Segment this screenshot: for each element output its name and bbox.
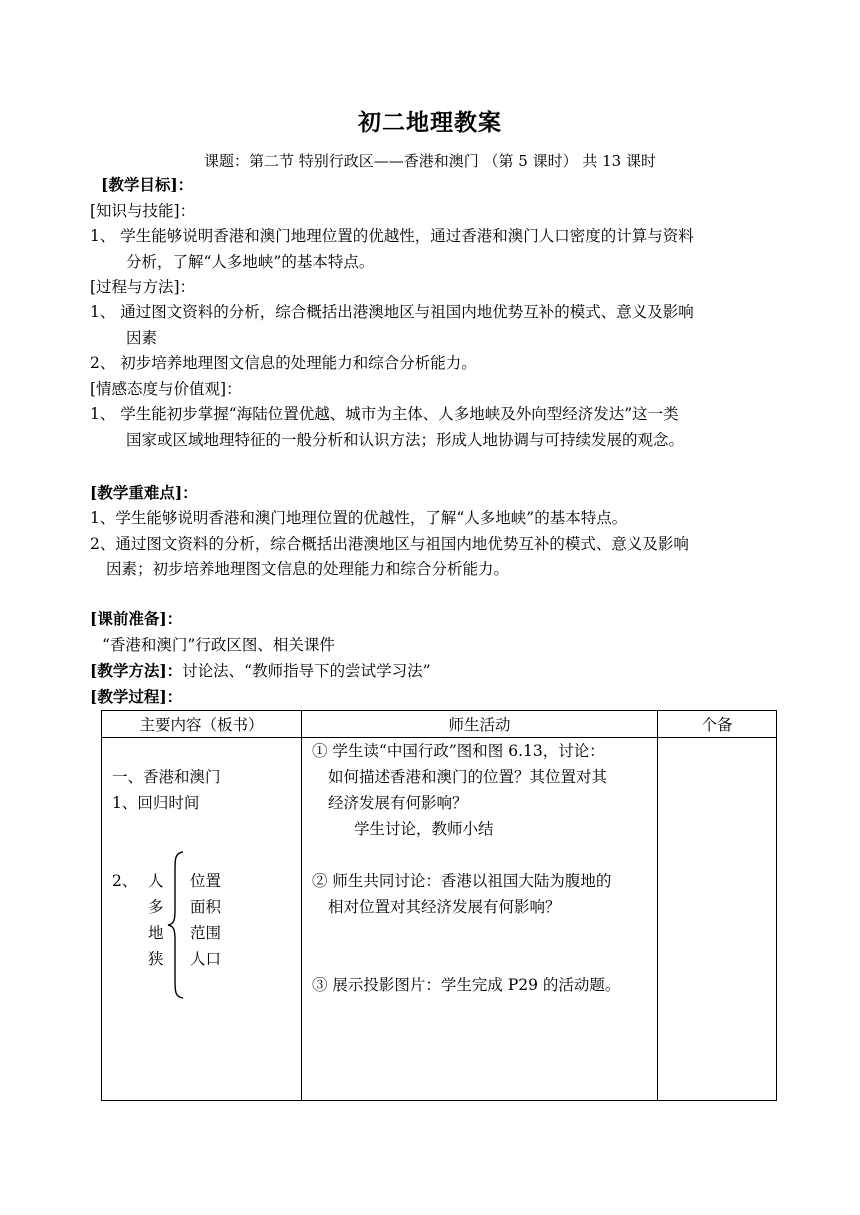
- process-item-1-cont: 因素: [126, 329, 158, 347]
- table-header-row: [102, 711, 777, 738]
- method-line: [90, 658, 431, 684]
- board-line-2: 1、回归时间: [112, 794, 200, 812]
- process-item-1: 1、 通过图文资料的分析，综合概括出港澳地区与祖国内地优势互补的模式、意义及影响: [90, 303, 694, 321]
- lesson-subtitle: 课题：第二节 特别行政区——香港和澳门 （第 5 课时） 共 13 课时: [203, 152, 656, 170]
- board-sub-item: 人口: [190, 950, 222, 968]
- activity-3-line-1: ③ 展示投影图片：学生完成 P29 的活动题。: [312, 976, 621, 994]
- column-header-activities: 师生活动: [302, 711, 658, 738]
- board-sub-item: 范围: [190, 924, 222, 942]
- emotion-item-1-cont: 国家或区域地理特征的一般分析和认识方法；形成人地协调与可持续发展的观念。: [126, 431, 685, 449]
- activity-1-line-2: 如何描述香港和澳门的位置？其位置对其: [328, 768, 608, 786]
- knowledge-item-1-cont: 分析，了解“人多地峡”的基本特点。: [126, 253, 375, 271]
- objectives-heading: [教学目标]：: [101, 175, 194, 194]
- page-title: 初二地理教案: [358, 109, 502, 136]
- preparation-heading: [课前准备]：: [90, 609, 183, 628]
- table-row: [102, 738, 777, 1101]
- method-content: 讨论法、“教师指导下的尝试学习法”: [182, 662, 431, 680]
- activity-2-line-2: 相对位置对其经济发展有何影响？: [328, 898, 561, 916]
- column-header-board: 主要内容（板书）: [102, 711, 302, 738]
- activity-1-line-3: 经济发展有何影响？: [328, 794, 468, 812]
- activities-cell: [302, 738, 658, 1101]
- vertical-char: 地: [148, 924, 164, 942]
- activity-1-line-1: ① 学生读“中国行政”图和图 6.13，讨论：: [312, 742, 605, 760]
- process-item-2: 2、 初步培养地理图文信息的处理能力和综合分析能力。: [90, 354, 477, 372]
- method-heading: [教学方法]：: [90, 661, 183, 680]
- emotion-item-1: 1、 学生能初步掌握“海陆位置优越、城市为主体、人多地峡及外向型经济发达”这一类: [90, 405, 679, 423]
- knowledge-heading: [知识与技能]：: [90, 202, 196, 220]
- emotion-heading: [情感态度与价值观]：: [90, 380, 242, 398]
- notes-cell[interactable]: [658, 738, 777, 1101]
- keypoint-item-2-cont: 因素；初步培养地理图文信息的处理能力和综合分析能力。: [106, 560, 510, 578]
- board-cell: [102, 738, 302, 1101]
- teaching-process-table: [101, 710, 777, 1101]
- curly-brace-icon: [166, 850, 186, 1000]
- vertical-char: 多: [148, 898, 164, 916]
- board-line-1: 一、香港和澳门: [112, 768, 221, 786]
- vertical-char: 狭: [148, 950, 164, 968]
- keypoints-heading: [教学重难点]：: [90, 483, 198, 502]
- activity-1-line-4: 学生讨论，教师小结: [354, 820, 494, 838]
- board-sub-item: 位置: [190, 872, 222, 890]
- process-heading: [过程与方法]：: [90, 278, 196, 296]
- board-item-2-number: 2、: [112, 872, 138, 890]
- vertical-char: 人: [148, 872, 164, 890]
- keypoint-item-1: 1、学生能够说明香港和澳门地理位置的优越性，了解“人多地峡”的基本特点。: [90, 509, 628, 527]
- keypoint-item-2: 2、通过图文资料的分析，综合概括出港澳地区与祖国内地优势互补的模式、意义及影响: [90, 535, 689, 553]
- column-header-notes: 个备: [658, 711, 777, 738]
- knowledge-item-1: 1、 学生能够说明香港和澳门地理位置的优越性，通过香港和澳门人口密度的计算与资料: [90, 227, 694, 245]
- activity-2-line-1: ② 师生共同讨论：香港以祖国大陆为腹地的: [312, 872, 612, 890]
- preparation-content: “香港和澳门”行政区图、相关课件: [102, 636, 335, 654]
- teaching-process-heading: [教学过程]：: [90, 687, 183, 706]
- board-sub-item: 面积: [190, 898, 222, 916]
